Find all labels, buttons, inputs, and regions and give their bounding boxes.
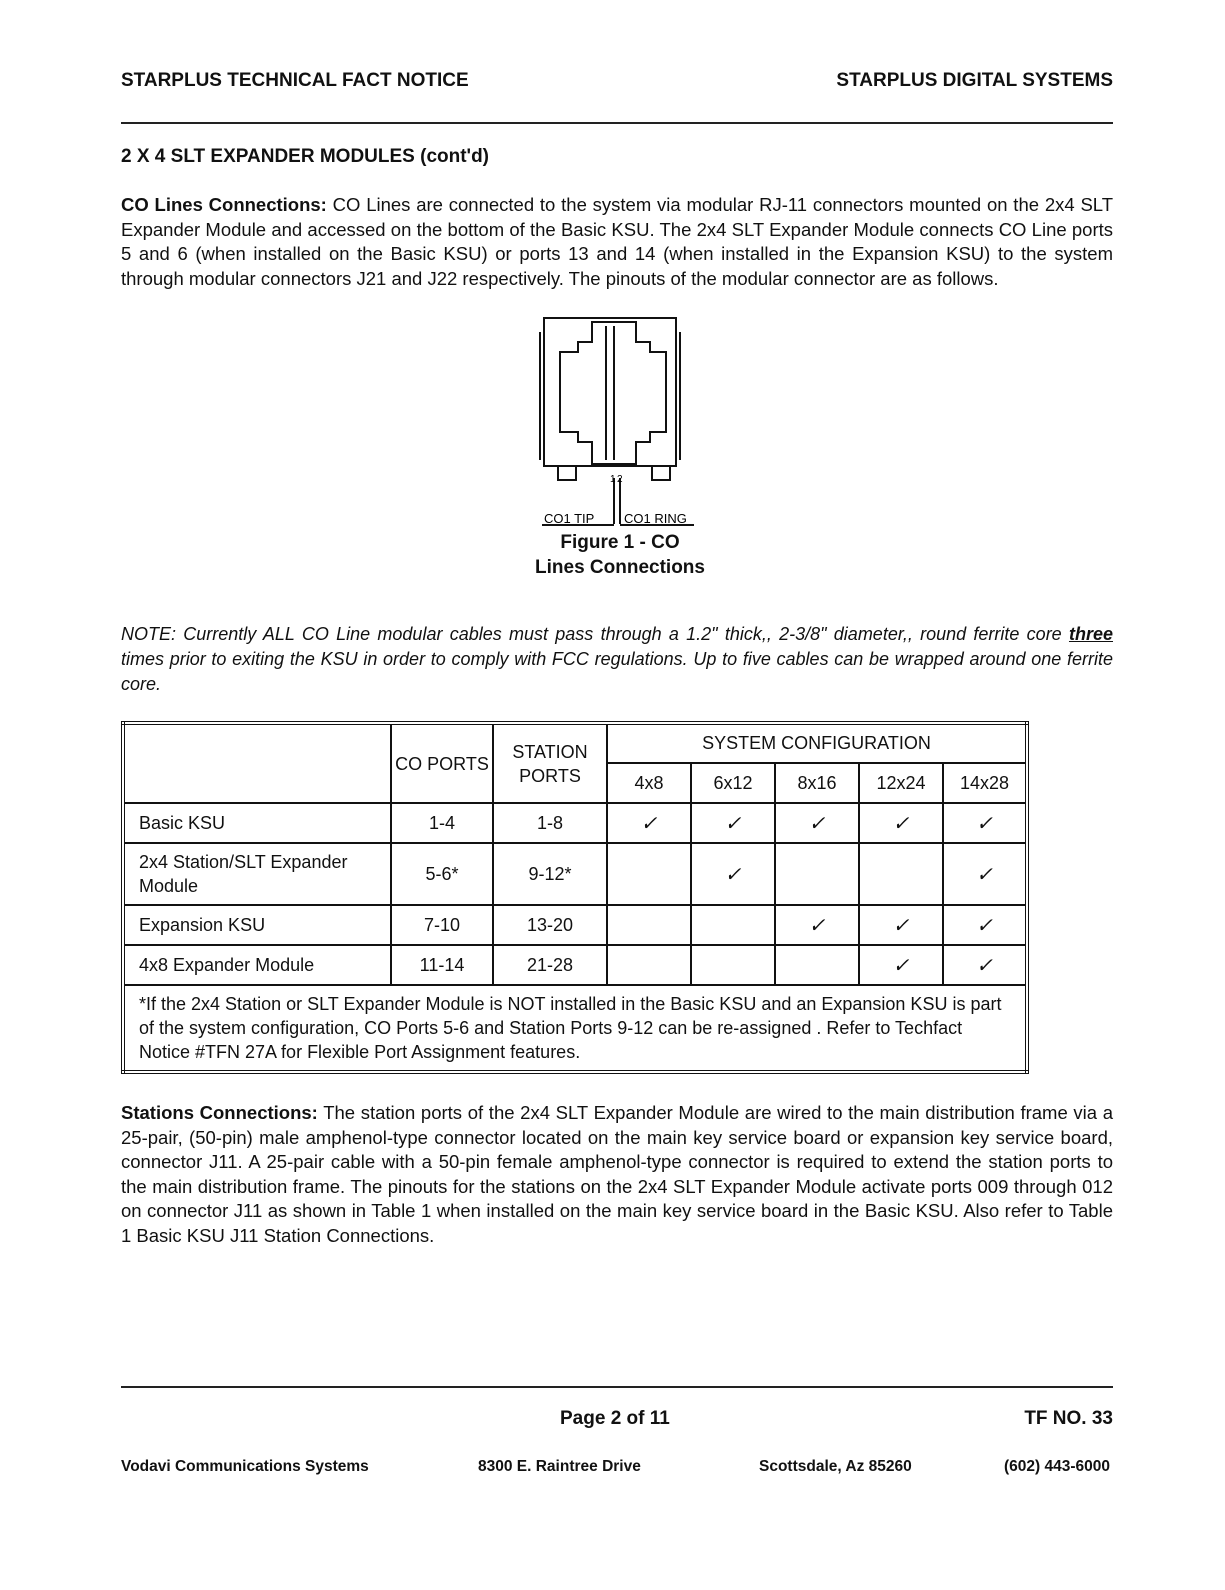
check-mark <box>859 843 943 905</box>
header-config-12x24: 12x24 <box>859 763 943 803</box>
table-row <box>123 803 1027 843</box>
header-divider <box>121 122 1113 124</box>
check-mark <box>691 945 775 985</box>
station-ports-cell: 9-12* <box>493 843 607 905</box>
table-row <box>123 905 1027 945</box>
table-footnote-row <box>123 985 1027 1072</box>
figure-caption <box>515 530 725 580</box>
phone-number: (602) 443-6000 <box>1004 1458 1110 1475</box>
company-name: Vodavi Communications Systems <box>121 1458 369 1475</box>
header-title-right: STARPLUS DIGITAL SYSTEMS <box>836 70 1113 91</box>
check-mark: ✓ <box>691 843 775 905</box>
station-ports-cell: 21-28 <box>493 945 607 985</box>
check-mark <box>691 905 775 945</box>
check-mark <box>607 945 691 985</box>
check-mark: ✓ <box>943 843 1027 905</box>
note-text-before: NOTE: Currently ALL CO Line modular cables must pass through a 1.2" thick,, 2-3/8" diameter,, round ferrite core <box>121 624 1062 644</box>
check-mark: ✓ <box>691 803 775 843</box>
header-system-configuration: SYSTEM CONFIGURATION <box>607 723 1027 763</box>
station-ports-cell: 1-8 <box>493 803 607 843</box>
header-config-14x28: 14x28 <box>943 763 1027 803</box>
note-text-after: times prior to exiting the KSU in order to comply with FCC regulations. Up to five cables can be wrapped around one ferrite core. <box>121 649 1113 694</box>
row-label: 2x4 Station/SLT Expander Module <box>123 843 391 905</box>
co-ports-cell: 11-14 <box>391 945 493 985</box>
check-mark: ✓ <box>943 803 1027 843</box>
note-emphasis: three <box>1068 624 1113 644</box>
ferrite-core-note <box>121 622 1113 697</box>
check-mark: ✓ <box>775 905 859 945</box>
figure-caption-line-2: Lines Connections <box>535 557 705 578</box>
header-config-6x12: 6x12 <box>691 763 775 803</box>
header-co-ports: CO PORTS <box>391 723 493 803</box>
stations-text: The station ports of the 2x4 SLT Expander Module are wired to the main distribution frame via a 25-pair, (50-pin) male amphenol-type connector located on the main key service board or expansion key service board, connector J11. A 25-pair cable with a 50-pin female amphenol-type connector is required to extend the station ports to the main distribution frame. The pinouts for the stations on the 2x4 SLT Expander Module activate ports 009 through 012 on connector J11 as shown in Table 1 when installed on the main key service board in the Basic KSU. Also refer to Table 1 Basic KSU J11 Station Connections. <box>121 1102 1114 1246</box>
connector-right-foot <box>652 466 670 480</box>
header-title-left: STARPLUS TECHNICAL FACT NOTICE <box>121 70 469 91</box>
row-label: 4x8 Expander Module <box>123 945 391 985</box>
co-ports-cell: 5-6* <box>391 843 493 905</box>
check-mark <box>775 843 859 905</box>
check-mark: ✓ <box>943 905 1027 945</box>
check-mark: ✓ <box>775 803 859 843</box>
check-mark: ✓ <box>607 803 691 843</box>
table-header-row <box>123 723 1027 763</box>
check-mark: ✓ <box>859 905 943 945</box>
check-mark: ✓ <box>859 803 943 843</box>
street-address: 8300 E. Raintree Drive <box>478 1458 641 1475</box>
header-station-ports: STATION PORTS <box>493 723 607 803</box>
check-mark <box>607 905 691 945</box>
check-mark: ✓ <box>943 945 1027 985</box>
pin-2-label: 2 <box>617 474 623 485</box>
co-lines-lead: CO Lines Connections: <box>121 194 327 215</box>
connector-left-foot <box>558 466 576 480</box>
header-empty-cell <box>123 723 391 803</box>
stations-paragraph <box>121 1101 1113 1248</box>
figure-caption-line-1: Figure 1 - CO <box>560 532 680 553</box>
table-row <box>123 843 1027 905</box>
footer-divider <box>121 1386 1113 1388</box>
section-title: 2 X 4 SLT EXPANDER MODULES (cont'd) <box>121 146 490 167</box>
connector-body <box>544 318 676 466</box>
check-mark: ✓ <box>859 945 943 985</box>
row-label: Expansion KSU <box>123 905 391 945</box>
city-address: Scottsdale, Az 85260 <box>759 1458 912 1475</box>
table-footnote: *If the 2x4 Station or SLT Expander Module is NOT installed in the Basic KSU and an Expansion KSU is part of the system configuration, CO Ports 5-6 and Station Ports 9-12 can be re-assigned . Refer to Techfact Notice #TFN 27A for Flexible Port Assignment features. <box>123 985 1027 1072</box>
rj11-connector-diagram <box>530 312 700 530</box>
co-lines-paragraph <box>121 193 1113 291</box>
stations-lead: Stations Connections: <box>121 1102 318 1123</box>
check-mark <box>607 843 691 905</box>
station-ports-cell: 13-20 <box>493 905 607 945</box>
page-number: Page 2 of 11 <box>560 1408 670 1429</box>
co-ports-cell: 1-4 <box>391 803 493 843</box>
co1-ring-label: CO1 RING <box>624 511 687 526</box>
row-label: Basic KSU <box>123 803 391 843</box>
system-configuration-table <box>121 721 1029 1074</box>
table-row <box>123 945 1027 985</box>
check-mark <box>775 945 859 985</box>
pin-1-label: 1 <box>610 474 616 485</box>
co-lines-text: CO Lines are connected to the system via modular RJ-11 connectors mounted on the 2x4 SLT Expander Module and accessed on the bottom of the Basic KSU. The 2x4 SLT Expander Module connects CO Line ports 5 and 6 (when installed on the Basic KSU) or ports 13 and 14 (when installed in the Expansion KSU) to the system through modular connectors J21 and J22 respectively. The pinouts of the modular connector are as follows. <box>121 194 1113 289</box>
header-config-4x8: 4x8 <box>607 763 691 803</box>
header-config-8x16: 8x16 <box>775 763 859 803</box>
co1-tip-label: CO1 TIP <box>544 511 595 526</box>
tf-number: TF NO. 33 <box>1024 1408 1113 1429</box>
co-ports-cell: 7-10 <box>391 905 493 945</box>
